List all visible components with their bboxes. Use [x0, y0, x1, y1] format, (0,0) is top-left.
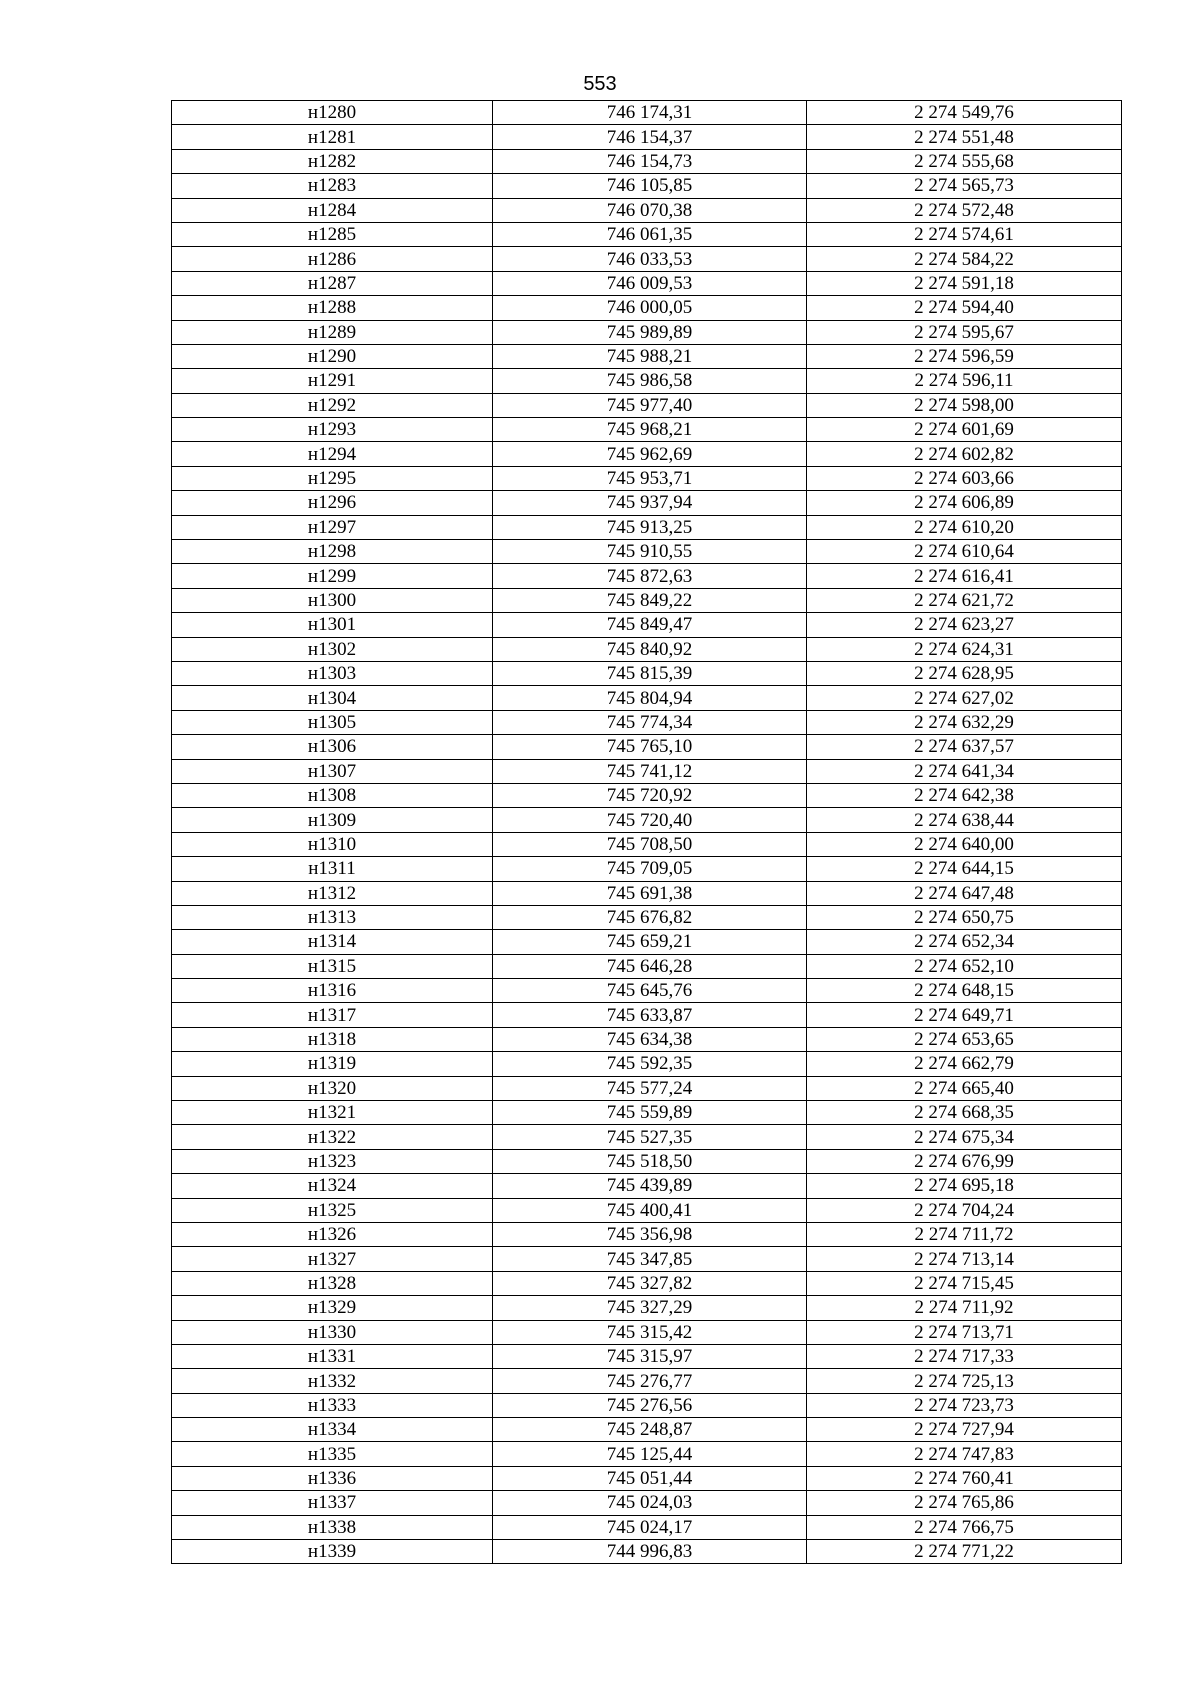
- table-row: [172, 1491, 1122, 1515]
- table-row: [172, 735, 1122, 759]
- point-number-cell: н1307: [172, 759, 493, 783]
- table-row: [172, 1052, 1122, 1076]
- x-coordinate-cell: 745 962,69: [493, 442, 807, 466]
- table-row: [172, 783, 1122, 807]
- y-coordinate-cell: 2 274 704,24: [807, 1198, 1122, 1222]
- point-number-cell: н1299: [172, 564, 493, 588]
- point-number-cell: н1301: [172, 613, 493, 637]
- table-row: [172, 808, 1122, 832]
- point-number-cell: н1316: [172, 979, 493, 1003]
- x-coordinate-cell: 745 708,50: [493, 832, 807, 856]
- x-coordinate-cell: 745 840,92: [493, 637, 807, 661]
- x-coordinate-cell: 745 646,28: [493, 954, 807, 978]
- table-row: [172, 1442, 1122, 1466]
- table-row: [172, 857, 1122, 881]
- point-number-cell: н1337: [172, 1491, 493, 1515]
- table-row: [172, 661, 1122, 685]
- point-number-cell: н1305: [172, 710, 493, 734]
- point-number-cell: н1281: [172, 125, 493, 149]
- x-coordinate-cell: 745 953,71: [493, 466, 807, 490]
- x-coordinate-cell: 746 009,53: [493, 271, 807, 295]
- y-coordinate-cell: 2 274 725,13: [807, 1369, 1122, 1393]
- x-coordinate-cell: 745 276,56: [493, 1393, 807, 1417]
- table-row: [172, 540, 1122, 564]
- y-coordinate-cell: 2 274 616,41: [807, 564, 1122, 588]
- point-number-cell: н1298: [172, 540, 493, 564]
- table-row: [172, 1515, 1122, 1539]
- y-coordinate-cell: 2 274 665,40: [807, 1076, 1122, 1100]
- point-number-cell: н1287: [172, 271, 493, 295]
- y-coordinate-cell: 2 274 649,71: [807, 1003, 1122, 1027]
- y-coordinate-cell: 2 274 638,44: [807, 808, 1122, 832]
- x-coordinate-cell: 745 720,92: [493, 783, 807, 807]
- table-row: [172, 442, 1122, 466]
- x-coordinate-cell: 745 849,22: [493, 588, 807, 612]
- point-number-cell: н1296: [172, 491, 493, 515]
- y-coordinate-cell: 2 274 623,27: [807, 613, 1122, 637]
- y-coordinate-cell: 2 274 644,15: [807, 857, 1122, 881]
- table-row: [172, 1101, 1122, 1125]
- y-coordinate-cell: 2 274 717,33: [807, 1344, 1122, 1368]
- table-row: [172, 1296, 1122, 1320]
- table-row: [172, 564, 1122, 588]
- table-row: [172, 979, 1122, 1003]
- table-row: [172, 1125, 1122, 1149]
- y-coordinate-cell: 2 274 591,18: [807, 271, 1122, 295]
- point-number-cell: н1306: [172, 735, 493, 759]
- x-coordinate-cell: 745 849,47: [493, 613, 807, 637]
- y-coordinate-cell: 2 274 610,64: [807, 540, 1122, 564]
- point-number-cell: н1315: [172, 954, 493, 978]
- table-row: [172, 296, 1122, 320]
- x-coordinate-cell: 745 913,25: [493, 515, 807, 539]
- x-coordinate-cell: 745 577,24: [493, 1076, 807, 1100]
- x-coordinate-cell: 746 154,37: [493, 125, 807, 149]
- y-coordinate-cell: 2 274 652,34: [807, 930, 1122, 954]
- y-coordinate-cell: 2 274 711,92: [807, 1296, 1122, 1320]
- point-number-cell: н1334: [172, 1418, 493, 1442]
- table-row: [172, 1027, 1122, 1051]
- table-row: [172, 1198, 1122, 1222]
- point-number-cell: н1322: [172, 1125, 493, 1149]
- point-number-cell: н1324: [172, 1174, 493, 1198]
- y-coordinate-cell: 2 274 584,22: [807, 247, 1122, 271]
- table-row: [172, 222, 1122, 246]
- table-row: [172, 588, 1122, 612]
- x-coordinate-cell: 745 024,17: [493, 1515, 807, 1539]
- x-coordinate-cell: 745 315,42: [493, 1320, 807, 1344]
- point-number-cell: н1285: [172, 222, 493, 246]
- y-coordinate-cell: 2 274 668,35: [807, 1101, 1122, 1125]
- y-coordinate-cell: 2 274 771,22: [807, 1540, 1122, 1564]
- x-coordinate-cell: 745 988,21: [493, 344, 807, 368]
- x-coordinate-cell: 745 968,21: [493, 418, 807, 442]
- table-row: [172, 686, 1122, 710]
- y-coordinate-cell: 2 274 603,66: [807, 466, 1122, 490]
- point-number-cell: н1329: [172, 1296, 493, 1320]
- table-row: [172, 1320, 1122, 1344]
- y-coordinate-cell: 2 274 676,99: [807, 1149, 1122, 1173]
- table-row: [172, 198, 1122, 222]
- x-coordinate-cell: 745 527,35: [493, 1125, 807, 1149]
- x-coordinate-cell: 745 024,03: [493, 1491, 807, 1515]
- table-row: [172, 1247, 1122, 1271]
- y-coordinate-cell: 2 274 652,10: [807, 954, 1122, 978]
- table-row: [172, 1540, 1122, 1564]
- y-coordinate-cell: 2 274 606,89: [807, 491, 1122, 515]
- x-coordinate-cell: 746 000,05: [493, 296, 807, 320]
- table-row: [172, 125, 1122, 149]
- x-coordinate-cell: 745 659,21: [493, 930, 807, 954]
- y-coordinate-cell: 2 274 598,00: [807, 393, 1122, 417]
- x-coordinate-cell: 745 276,77: [493, 1369, 807, 1393]
- y-coordinate-cell: 2 274 647,48: [807, 881, 1122, 905]
- x-coordinate-cell: 745 347,85: [493, 1247, 807, 1271]
- x-coordinate-cell: 746 105,85: [493, 174, 807, 198]
- x-coordinate-cell: 745 676,82: [493, 905, 807, 929]
- y-coordinate-cell: 2 274 621,72: [807, 588, 1122, 612]
- point-number-cell: н1297: [172, 515, 493, 539]
- point-number-cell: н1320: [172, 1076, 493, 1100]
- x-coordinate-cell: 745 125,44: [493, 1442, 807, 1466]
- table-row: [172, 466, 1122, 490]
- x-coordinate-cell: 745 774,34: [493, 710, 807, 734]
- x-coordinate-cell: 745 815,39: [493, 661, 807, 685]
- table-row: [172, 271, 1122, 295]
- point-number-cell: н1327: [172, 1247, 493, 1271]
- x-coordinate-cell: 745 645,76: [493, 979, 807, 1003]
- y-coordinate-cell: 2 274 640,00: [807, 832, 1122, 856]
- coordinates-table: [171, 100, 1122, 1564]
- point-number-cell: н1308: [172, 783, 493, 807]
- point-number-cell: н1336: [172, 1466, 493, 1490]
- table-row: [172, 930, 1122, 954]
- point-number-cell: н1292: [172, 393, 493, 417]
- point-number-cell: н1323: [172, 1149, 493, 1173]
- x-coordinate-cell: 745 315,97: [493, 1344, 807, 1368]
- x-coordinate-cell: 745 248,87: [493, 1418, 807, 1442]
- x-coordinate-cell: 744 996,83: [493, 1540, 807, 1564]
- x-coordinate-cell: 745 592,35: [493, 1052, 807, 1076]
- point-number-cell: н1311: [172, 857, 493, 881]
- table-row: [172, 174, 1122, 198]
- point-number-cell: н1332: [172, 1369, 493, 1393]
- x-coordinate-cell: 745 633,87: [493, 1003, 807, 1027]
- point-number-cell: н1314: [172, 930, 493, 954]
- table-row: [172, 710, 1122, 734]
- y-coordinate-cell: 2 274 549,76: [807, 101, 1122, 125]
- y-coordinate-cell: 2 274 723,73: [807, 1393, 1122, 1417]
- x-coordinate-cell: 745 327,29: [493, 1296, 807, 1320]
- table-row: [172, 954, 1122, 978]
- x-coordinate-cell: 745 691,38: [493, 881, 807, 905]
- x-coordinate-cell: 745 518,50: [493, 1149, 807, 1173]
- x-coordinate-cell: 745 872,63: [493, 564, 807, 588]
- table-row: [172, 393, 1122, 417]
- x-coordinate-cell: 745 977,40: [493, 393, 807, 417]
- y-coordinate-cell: 2 274 713,71: [807, 1320, 1122, 1344]
- x-coordinate-cell: 745 327,82: [493, 1271, 807, 1295]
- y-coordinate-cell: 2 274 595,67: [807, 320, 1122, 344]
- point-number-cell: н1286: [172, 247, 493, 271]
- table-row: [172, 832, 1122, 856]
- y-coordinate-cell: 2 274 632,29: [807, 710, 1122, 734]
- y-coordinate-cell: 2 274 653,65: [807, 1027, 1122, 1051]
- y-coordinate-cell: 2 274 572,48: [807, 198, 1122, 222]
- y-coordinate-cell: 2 274 555,68: [807, 149, 1122, 173]
- x-coordinate-cell: 746 061,35: [493, 222, 807, 246]
- table-row: [172, 1003, 1122, 1027]
- x-coordinate-cell: 746 033,53: [493, 247, 807, 271]
- point-number-cell: н1317: [172, 1003, 493, 1027]
- y-coordinate-cell: 2 274 624,31: [807, 637, 1122, 661]
- table-row: [172, 1418, 1122, 1442]
- table-row: [172, 101, 1122, 125]
- point-number-cell: н1339: [172, 1540, 493, 1564]
- table-row: [172, 637, 1122, 661]
- x-coordinate-cell: 745 765,10: [493, 735, 807, 759]
- point-number-cell: н1319: [172, 1052, 493, 1076]
- y-coordinate-cell: 2 274 641,34: [807, 759, 1122, 783]
- x-coordinate-cell: 745 356,98: [493, 1222, 807, 1246]
- table-row: [172, 1149, 1122, 1173]
- y-coordinate-cell: 2 274 642,38: [807, 783, 1122, 807]
- x-coordinate-cell: 745 741,12: [493, 759, 807, 783]
- y-coordinate-cell: 2 274 551,48: [807, 125, 1122, 149]
- point-number-cell: н1312: [172, 881, 493, 905]
- table-row: [172, 1174, 1122, 1198]
- y-coordinate-cell: 2 274 601,69: [807, 418, 1122, 442]
- point-number-cell: н1333: [172, 1393, 493, 1417]
- table-row: [172, 905, 1122, 929]
- table-row: [172, 320, 1122, 344]
- point-number-cell: н1283: [172, 174, 493, 198]
- page-number: 553: [583, 73, 617, 95]
- table-row: [172, 418, 1122, 442]
- table-row: [172, 1369, 1122, 1393]
- y-coordinate-cell: 2 274 747,83: [807, 1442, 1122, 1466]
- table-row: [172, 491, 1122, 515]
- x-coordinate-cell: 745 804,94: [493, 686, 807, 710]
- y-coordinate-cell: 2 274 648,15: [807, 979, 1122, 1003]
- point-number-cell: н1300: [172, 588, 493, 612]
- point-number-cell: н1288: [172, 296, 493, 320]
- x-coordinate-cell: 746 154,73: [493, 149, 807, 173]
- point-number-cell: н1280: [172, 101, 493, 125]
- y-coordinate-cell: 2 274 695,18: [807, 1174, 1122, 1198]
- point-number-cell: н1304: [172, 686, 493, 710]
- y-coordinate-cell: 2 274 765,86: [807, 1491, 1122, 1515]
- coordinates-table-body: [172, 101, 1122, 1564]
- point-number-cell: н1309: [172, 808, 493, 832]
- x-coordinate-cell: 745 559,89: [493, 1101, 807, 1125]
- y-coordinate-cell: 2 274 602,82: [807, 442, 1122, 466]
- table-row: [172, 759, 1122, 783]
- table-row: [172, 515, 1122, 539]
- x-coordinate-cell: 745 400,41: [493, 1198, 807, 1222]
- table-row: [172, 1466, 1122, 1490]
- x-coordinate-cell: 745 720,40: [493, 808, 807, 832]
- table-row: [172, 1393, 1122, 1417]
- y-coordinate-cell: 2 274 715,45: [807, 1271, 1122, 1295]
- x-coordinate-cell: 745 986,58: [493, 369, 807, 393]
- point-number-cell: н1330: [172, 1320, 493, 1344]
- x-coordinate-cell: 745 989,89: [493, 320, 807, 344]
- table-row: [172, 1344, 1122, 1368]
- table-row: [172, 247, 1122, 271]
- point-number-cell: н1290: [172, 344, 493, 368]
- x-coordinate-cell: 746 174,31: [493, 101, 807, 125]
- y-coordinate-cell: 2 274 711,72: [807, 1222, 1122, 1246]
- y-coordinate-cell: 2 274 727,94: [807, 1418, 1122, 1442]
- point-number-cell: н1291: [172, 369, 493, 393]
- y-coordinate-cell: 2 274 760,41: [807, 1466, 1122, 1490]
- x-coordinate-cell: 745 937,94: [493, 491, 807, 515]
- point-number-cell: н1313: [172, 905, 493, 929]
- y-coordinate-cell: 2 274 627,02: [807, 686, 1122, 710]
- point-number-cell: н1295: [172, 466, 493, 490]
- x-coordinate-cell: 746 070,38: [493, 198, 807, 222]
- x-coordinate-cell: 745 709,05: [493, 857, 807, 881]
- y-coordinate-cell: 2 274 675,34: [807, 1125, 1122, 1149]
- table-row: [172, 369, 1122, 393]
- point-number-cell: н1293: [172, 418, 493, 442]
- y-coordinate-cell: 2 274 610,20: [807, 515, 1122, 539]
- table-row: [172, 1271, 1122, 1295]
- y-coordinate-cell: 2 274 594,40: [807, 296, 1122, 320]
- y-coordinate-cell: 2 274 650,75: [807, 905, 1122, 929]
- table-row: [172, 613, 1122, 637]
- point-number-cell: н1335: [172, 1442, 493, 1466]
- point-number-cell: н1284: [172, 198, 493, 222]
- y-coordinate-cell: 2 274 574,61: [807, 222, 1122, 246]
- y-coordinate-cell: 2 274 596,11: [807, 369, 1122, 393]
- table-row: [172, 881, 1122, 905]
- y-coordinate-cell: 2 274 596,59: [807, 344, 1122, 368]
- point-number-cell: н1310: [172, 832, 493, 856]
- table-row: [172, 149, 1122, 173]
- point-number-cell: н1282: [172, 149, 493, 173]
- table-row: [172, 344, 1122, 368]
- point-number-cell: н1326: [172, 1222, 493, 1246]
- point-number-cell: н1331: [172, 1344, 493, 1368]
- x-coordinate-cell: 745 051,44: [493, 1466, 807, 1490]
- point-number-cell: н1338: [172, 1515, 493, 1539]
- point-number-cell: н1294: [172, 442, 493, 466]
- point-number-cell: н1321: [172, 1101, 493, 1125]
- table-row: [172, 1222, 1122, 1246]
- x-coordinate-cell: 745 634,38: [493, 1027, 807, 1051]
- y-coordinate-cell: 2 274 628,95: [807, 661, 1122, 685]
- point-number-cell: н1325: [172, 1198, 493, 1222]
- y-coordinate-cell: 2 274 662,79: [807, 1052, 1122, 1076]
- point-number-cell: н1289: [172, 320, 493, 344]
- point-number-cell: н1318: [172, 1027, 493, 1051]
- point-number-cell: н1302: [172, 637, 493, 661]
- y-coordinate-cell: 2 274 766,75: [807, 1515, 1122, 1539]
- x-coordinate-cell: 745 910,55: [493, 540, 807, 564]
- y-coordinate-cell: 2 274 565,73: [807, 174, 1122, 198]
- point-number-cell: н1328: [172, 1271, 493, 1295]
- y-coordinate-cell: 2 274 713,14: [807, 1247, 1122, 1271]
- y-coordinate-cell: 2 274 637,57: [807, 735, 1122, 759]
- point-number-cell: н1303: [172, 661, 493, 685]
- table-row: [172, 1076, 1122, 1100]
- x-coordinate-cell: 745 439,89: [493, 1174, 807, 1198]
